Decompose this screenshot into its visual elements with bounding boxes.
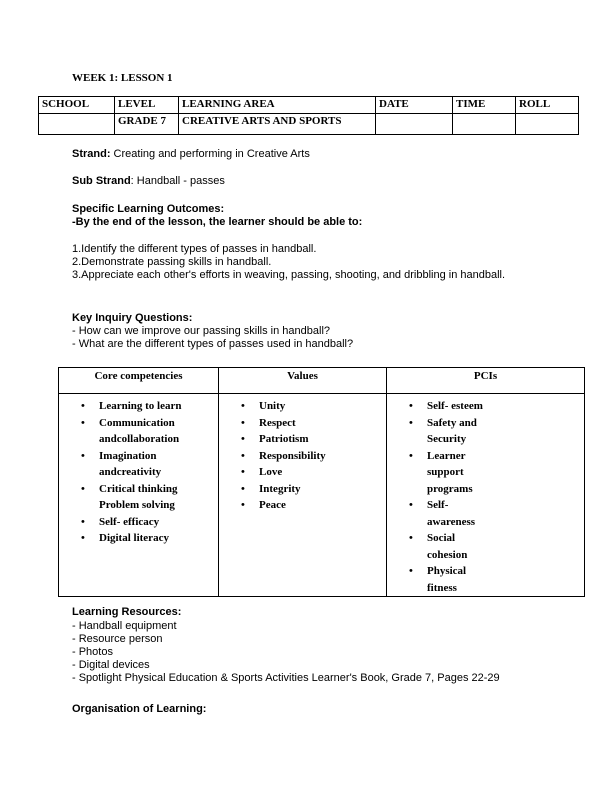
header-pcis: PCIs bbox=[387, 368, 585, 394]
lesson-info-table bbox=[38, 96, 579, 135]
core-competencies-list bbox=[59, 398, 214, 547]
strand-value: Creating and performing in Creative Arts bbox=[110, 148, 310, 160]
value-learning-area: CREATIVE ARTS AND SPORTS bbox=[179, 114, 376, 135]
sub-strand-value: : Handball - passes bbox=[130, 175, 225, 187]
values-cell bbox=[219, 394, 387, 597]
list-item: • Responsibility bbox=[259, 448, 382, 465]
list-item: • Respect bbox=[259, 415, 382, 432]
resources-heading: Learning Resources: bbox=[72, 606, 182, 618]
header-learning-area: LEARNING AREA bbox=[179, 97, 376, 114]
info-value-row bbox=[39, 114, 579, 135]
competency-body-row bbox=[59, 394, 585, 597]
outcome-item: 1.Identify the different types of passes in handball. bbox=[72, 243, 317, 255]
list-item: • Integrity bbox=[259, 481, 382, 498]
list-item: • Unity bbox=[259, 398, 382, 415]
list-item: • Self- efficacy bbox=[99, 514, 214, 531]
strand-line bbox=[72, 148, 310, 161]
list-item: • Social cohesion bbox=[427, 530, 490, 563]
pcis-cell bbox=[387, 394, 585, 597]
organisation-heading: Organisation of Learning: bbox=[72, 703, 207, 715]
inquiry-item: - How can we improve our passing skills in handball? bbox=[72, 325, 331, 337]
list-item: • Safety and Security bbox=[427, 415, 490, 448]
list-item: • Patriotism bbox=[259, 431, 382, 448]
list-item: • Digital literacy bbox=[99, 530, 214, 547]
core-competencies-cell bbox=[59, 394, 219, 597]
sub-strand-line bbox=[72, 175, 225, 188]
header-core-competencies: Core competencies bbox=[59, 368, 219, 394]
competency-table bbox=[58, 367, 585, 597]
value-date bbox=[376, 114, 453, 135]
list-item: • Physical fitness bbox=[427, 563, 490, 596]
resource-item: - Handball equipment bbox=[72, 620, 177, 632]
outcomes-subheading: -By the end of the lesson, the learner should be able to: bbox=[72, 216, 363, 228]
strand-label: Strand: bbox=[72, 148, 111, 160]
lesson-title: WEEK 1: LESSON 1 bbox=[72, 72, 173, 84]
pcis-list bbox=[387, 398, 580, 596]
values-list bbox=[219, 398, 382, 514]
outcomes-heading: Specific Learning Outcomes: bbox=[72, 203, 225, 215]
header-roll: ROLL bbox=[516, 97, 579, 114]
outcomes-list bbox=[72, 243, 512, 282]
inquiry-item: - What are the different types of passes used in handball? bbox=[72, 338, 354, 350]
list-item: • Communication andcollaboration bbox=[99, 415, 214, 448]
outcome-item: 3.Appreciate each other's efforts in weaving, passing, shooting, and dribbling in handball. bbox=[72, 269, 506, 281]
inquiry-list bbox=[72, 325, 353, 351]
value-school bbox=[39, 114, 115, 135]
list-item: • Peace bbox=[259, 497, 382, 514]
resources-list bbox=[72, 620, 500, 685]
competency-header-row bbox=[59, 368, 585, 394]
list-item: • Self-awareness bbox=[427, 497, 490, 530]
header-date: DATE bbox=[376, 97, 453, 114]
header-school: SCHOOL bbox=[39, 97, 115, 114]
list-item: • Learner support programs bbox=[427, 448, 490, 498]
value-level: GRADE 7 bbox=[115, 114, 179, 135]
resource-item: - Resource person bbox=[72, 633, 163, 645]
inquiry-heading: Key Inquiry Questions: bbox=[72, 312, 193, 324]
list-item: • Learning to learn bbox=[99, 398, 214, 415]
header-values: Values bbox=[219, 368, 387, 394]
value-roll bbox=[516, 114, 579, 135]
outcome-item: 2.Demonstrate passing skills in handball. bbox=[72, 256, 272, 268]
list-item: • Love bbox=[259, 464, 382, 481]
sub-strand-label: Sub Strand bbox=[72, 175, 131, 187]
resource-item: - Photos bbox=[72, 646, 113, 658]
info-header-row bbox=[39, 97, 579, 114]
header-level: LEVEL bbox=[115, 97, 179, 114]
header-time: TIME bbox=[453, 97, 516, 114]
list-item: • Critical thinking Problem solving bbox=[99, 481, 214, 514]
list-item: • Imagination andcreativity bbox=[99, 448, 214, 481]
list-item: • Self- esteem bbox=[427, 398, 490, 415]
value-time bbox=[453, 114, 516, 135]
resource-item: - Spotlight Physical Education & Sports Activities Learner's Book, Grade 7, Pages 22-29 bbox=[72, 672, 500, 684]
resource-item: - Digital devices bbox=[72, 659, 150, 671]
